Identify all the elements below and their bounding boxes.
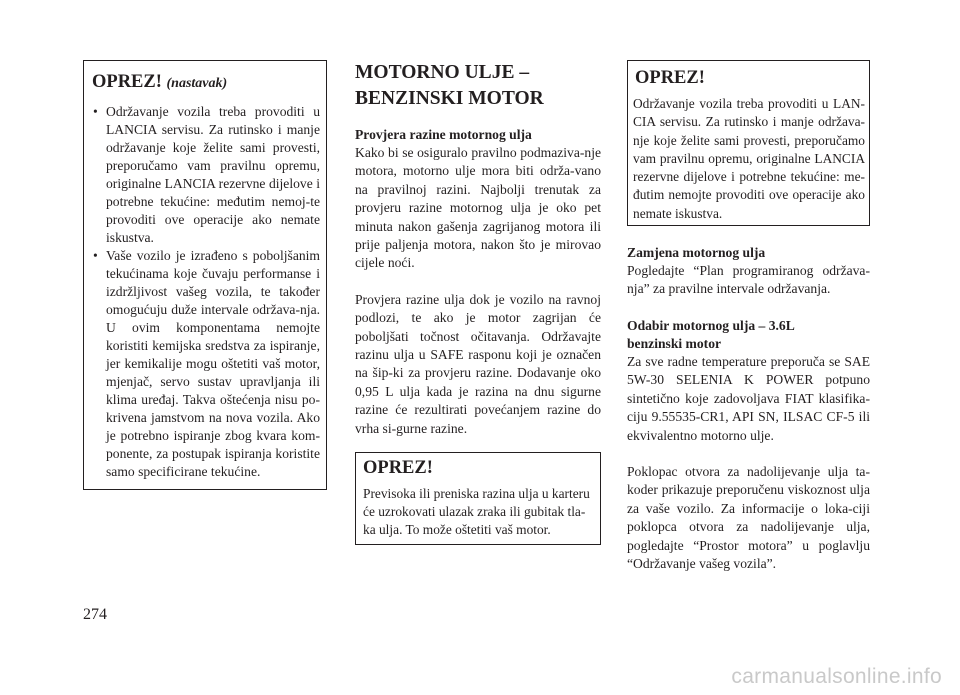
right-column: [627, 60, 870, 573]
section-heading: [355, 60, 601, 112]
left-column: [83, 60, 327, 490]
paragraph: Pogledajte “Plan programiranog održava-nja” za pravilne intervale održavanja.: [627, 263, 870, 297]
warning-bullet: • Vaše vozilo je izrađeno s poboljšanim tekućinama koje čuvaju performanse i izdržljivost vašeg vozila, te također omogućuju duže intervale održava-nja. U ovim komponentama nemojte koristiti kemijska sredstva za ispiranje, jer kemikalije mogu oštetiti vaš motor, mjenjač, servo sustav upravljanja ili klima uređaj. Takva oštećenja nisu po-krivena jamstvom na nova vozila. Ako je potrebno ispiranje zbog kvara kom-ponente, za postupak ispiranja koristite samo specificirane tekućine.: [90, 247, 320, 481]
warning-box-oil-level: [355, 452, 601, 545]
warning-text: Održavanje vozila treba provoditi u LAN-CIA servisu. Za rutinsko i manje održava-nje koje želite sami provesti, preporučamo vam pravilnu opremu, originalne LANCIA rezervne dijelove i potrebne tekućine: me-đutim nemojte provoditi ove operacije ako nemate iskustva.: [633, 96, 865, 221]
subheading-line2: benzinski motor: [627, 335, 722, 351]
paragraph: Za sve radne temperature preporuča se SAE 5W-30 SELENIA K POWER potpuno sintetično koje zadovoljava FIAT klasifika-ciju 9.55535-CR1, API SN, ILSAC CF-5 ili ekvivalentno motorno ulje.: [627, 353, 870, 443]
warning-box-continued: [83, 60, 327, 490]
subheading-oil-change: Zamjena motornog ulja: [627, 245, 766, 261]
warning-box-maintenance: [627, 60, 870, 226]
watermark: carmanualsonline.info: [731, 665, 942, 688]
middle-column: [355, 60, 601, 545]
section-heading-line2: BENZINSKI MOTOR: [355, 88, 544, 109]
warning-title: OPREZ!: [92, 72, 162, 92]
warning-bullet-list: [90, 103, 320, 481]
warning-title: OPREZ!: [363, 458, 433, 479]
subheading-oil-check: Provjera razine motornog ulja: [355, 127, 532, 142]
paragraph: Provjera razine ulja dok je vozilo na ravnoj podlozi, te ako je motor zagrijan će poboljšati točnost očitavanja. Održavajte razinu ulja u SAFE rasponu koji je označen na šip-ki za provjeru razine. Dodavanje oko 0,95 L ulja kada je razina na dnu sigurne razine će rezultirati povećanjem razine do vrha si-gurne razine.: [355, 291, 601, 436]
page-number: 274: [83, 606, 107, 623]
subheading-oil-selection: [627, 317, 870, 353]
section-heading-line1: MOTORNO ULJE –: [355, 62, 530, 83]
warning-bullet: • Održavanje vozila treba provoditi u LANCIA servisu. Za rutinsko i manje održavanje koje želite sami provesti, preporučamo vam pravilnu opremu, originalne LANCIA rezervne dijelove i potrebne tekućine: međutim nemoj-te provoditi ove operacije ako nemate iskustva.: [90, 103, 320, 247]
paragraph: Poklopac otvora za nadolijevanje ulja ta-koder prikazuje preporučenu viskoznost ulja za vaše vozilo. Za informacije o loka-ciji poklopca otvora za nadolijevanje ulja, pogledajte “Prostor motora” u poglavlju “Održavanje vašeg vozila”.: [627, 463, 870, 571]
warning-text: Previsoka ili preniska razina ulja u karteru će uzrokovati ulazak zraka ili gubitak tla-ka ulja. To može oštetiti vaš motor.: [363, 486, 590, 538]
warning-title: OPREZ!: [635, 68, 705, 88]
warning-subtitle: (nastavak): [166, 76, 228, 91]
paragraph: Kako bi se osiguralo pravilno podmaziva-nje motora, motorno ulje mora biti održa-vano na pravilnoj razini. Najbolji trenutak za provjeru razine motornog ulja je oko pet minuta nakon gašenja zagrijanog motora ili prije paljenja motora, nakon što je mirovao cijele noći.: [355, 145, 601, 271]
subheading-line1: Odabir motornog ulja – 3.6L: [627, 317, 795, 333]
warning-heading: [92, 71, 320, 95]
